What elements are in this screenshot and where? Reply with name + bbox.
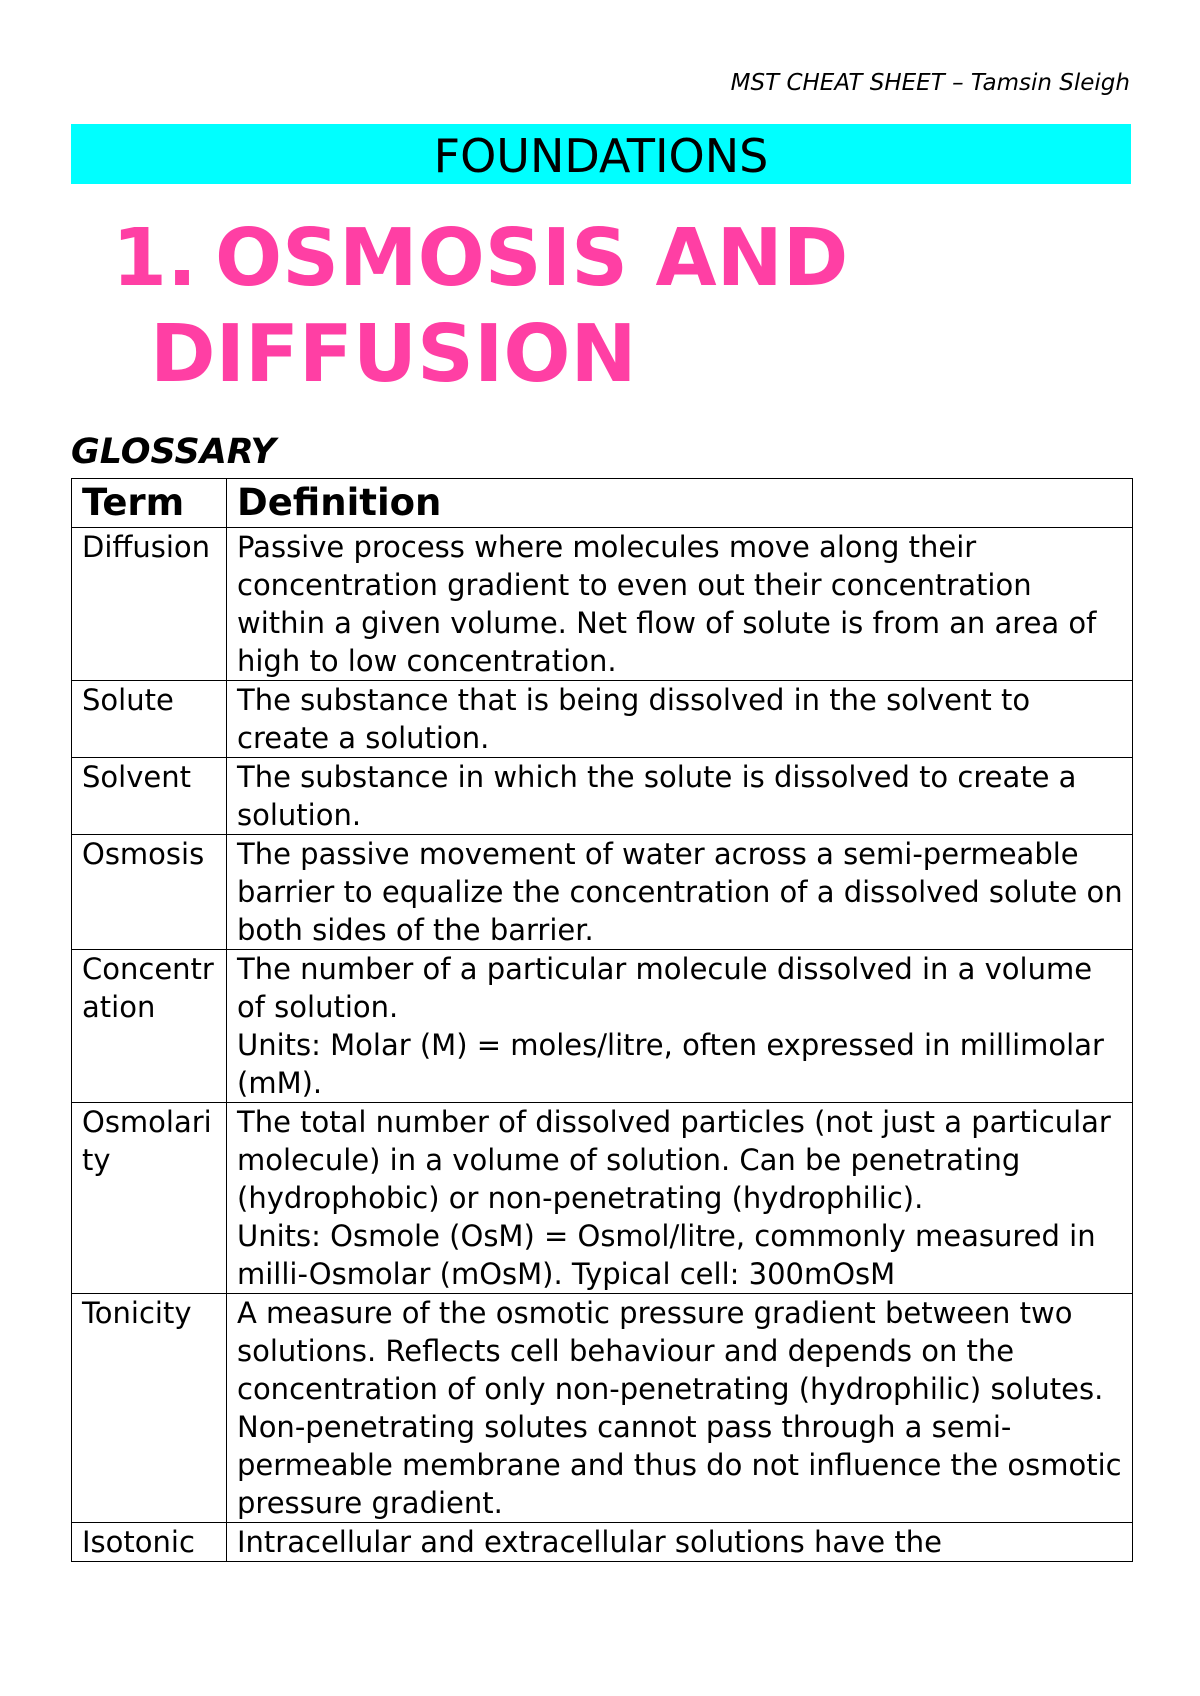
definition-line: The total number of dissolved particles (not just a particular molecule) in a volume of solution. Can be penetrating (hydrophobic) or non-penetrating (hydrophilic). [237, 1105, 1111, 1215]
glossary-term: Concentration [72, 950, 227, 1103]
table-row [72, 1523, 1133, 1562]
definition-line: The substance in which the solute is dissolved to create a solution. [237, 760, 1077, 832]
definition-line: The passive movement of water across a semi-permeable barrier to equalize the concentration of a dissolved solute on both sides of the barrier. [237, 837, 1123, 947]
column-header-definition: Definition [227, 479, 1133, 528]
definition-line: Units: Molar (M) = moles/litre, often expressed in millimolar (mM). [237, 1028, 1104, 1100]
definition-line: The number of a particular molecule dissolved in a volume of solution. [237, 952, 1093, 1024]
glossary-table [71, 478, 1133, 1562]
chapter-number: 1. [112, 212, 197, 304]
glossary-definition [227, 1523, 1133, 1562]
glossary-definition [227, 835, 1133, 950]
glossary-definition [227, 758, 1133, 835]
glossary-definition [227, 950, 1133, 1103]
header-note: MST CHEAT SHEET – Tamsin Sleigh [730, 70, 1130, 96]
glossary-heading: GLOSSARY [71, 432, 276, 472]
chapter-title-line1: OSMOSIS AND [214, 212, 849, 304]
table-row [72, 1294, 1133, 1523]
glossary-term: Solute [72, 681, 227, 758]
table-row [72, 758, 1133, 835]
glossary-definition [227, 681, 1133, 758]
table-row [72, 835, 1133, 950]
chapter-title [112, 210, 848, 402]
glossary-term: Osmosis [72, 835, 227, 950]
definition-line: A measure of the osmotic pressure gradient between two solutions. Reflects cell behaviour and depends on the concentration of only non-penetrating (hydrophilic) solutes. Non-penetrating solutes cannot pass through a semi-permeable membrane and thus do not influence the osmotic pressure gradient. [237, 1296, 1122, 1520]
glossary-definition [227, 1103, 1133, 1294]
glossary-term: Isotonic [72, 1523, 227, 1562]
definition-line: Units: Osmole (OsM) = Osmol/litre, commonly measured in milli-Osmolar (mOsM). Typical cell: 300mOsM [237, 1219, 1096, 1291]
chapter-title-line2: DIFFUSION [150, 308, 637, 400]
glossary-term: Tonicity [72, 1294, 227, 1523]
column-header-term: Term [72, 479, 227, 528]
section-banner: FOUNDATIONS [71, 124, 1131, 184]
definition-line: Intracellular and extracellular solutions have the [237, 1525, 942, 1559]
table-row [72, 1103, 1133, 1294]
definition-line: The substance that is being dissolved in the solvent to create a solution. [237, 683, 1031, 755]
glossary-definition [227, 1294, 1133, 1523]
glossary-term: Solvent [72, 758, 227, 835]
table-row [72, 950, 1133, 1103]
table-row [72, 681, 1133, 758]
glossary-term: Osmolarity [72, 1103, 227, 1294]
glossary-body [72, 528, 1133, 1562]
table-row [72, 528, 1133, 681]
glossary-definition [227, 528, 1133, 681]
definition-line: Passive process where molecules move along their concentration gradient to even out their concentration within a given volume. Net flow of solute is from an area of high to low concentration. [237, 530, 1097, 678]
glossary-term: Diffusion [72, 528, 227, 681]
table-header-row [72, 479, 1133, 528]
